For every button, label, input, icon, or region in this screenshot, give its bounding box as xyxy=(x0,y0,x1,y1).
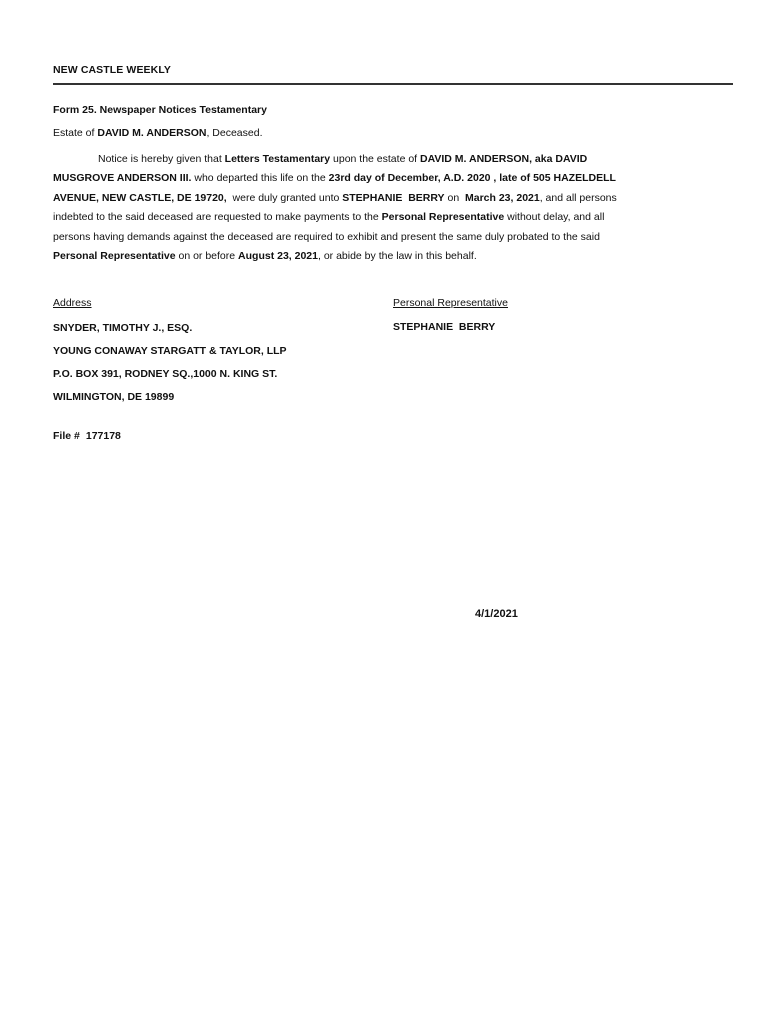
address-label: Address xyxy=(53,297,92,309)
notice-text-8: on or before xyxy=(175,250,239,263)
notice-bold-8: August 23, 2021 xyxy=(238,250,318,263)
publication-date: 4/1/2021 xyxy=(475,608,518,620)
file-line xyxy=(53,430,121,442)
estate-suffix: , Deceased. xyxy=(206,127,263,139)
notice-text-5: on xyxy=(444,191,465,204)
notice-bold-3: 23rd day of December, A.D. 2020 , late of 505 HAZELDELL AVENUE, NEW CASTLE, DE 19720, xyxy=(53,172,616,204)
header-rule xyxy=(53,83,733,85)
notice-text-9: , or abide by the law in this behalf. xyxy=(317,250,477,263)
notice-bold-7: Personal Representative xyxy=(53,250,176,263)
notice-bold-1: Letters Testamentary xyxy=(224,153,331,165)
notice-text-1: Notice is hereby given that xyxy=(98,153,225,165)
notice-paragraph xyxy=(53,150,619,266)
estate-line xyxy=(53,127,263,139)
file-number: 177178 xyxy=(85,430,121,442)
notice-text-2: upon the estate of xyxy=(330,153,420,165)
estate-prefix: Estate of xyxy=(53,127,98,139)
notice-text-3: who departed this life on the xyxy=(191,172,329,185)
notice-bold-6: Personal Representative xyxy=(381,211,505,224)
notice-text-4: were duly granted unto xyxy=(226,191,343,204)
notice-bold-2: DAVID M. ANDERSON, aka DAVID MUSGROVE ANDERSON III. xyxy=(53,153,588,185)
notice-text-6: , and all persons indebted to the said deceased are requested to make payments to the xyxy=(53,191,617,224)
masthead: NEW CASTLE WEEKLY xyxy=(53,64,171,76)
address-line-city: WILMINGTON, DE 19899 xyxy=(53,391,175,403)
address-line-street: P.O. BOX 391, RODNEY SQ.,1000 N. KING ST. xyxy=(53,368,278,380)
estate-name: DAVID M. ANDERSON xyxy=(97,127,207,139)
notice-text-7: without delay, and all persons having demands against the deceased are required to exhibit and present the same duly probated to the said xyxy=(53,211,605,243)
address-line-attorney: SNYDER, TIMOTHY J., ESQ. xyxy=(53,322,193,334)
representative-label: Personal Representative xyxy=(393,297,508,309)
address-line-firm: YOUNG CONAWAY STARGATT & TAYLOR, LLP xyxy=(53,345,287,357)
file-label: File # xyxy=(53,430,80,442)
address-lines xyxy=(53,321,287,413)
form-title: Form 25. Newspaper Notices Testamentary xyxy=(53,104,267,116)
notice-bold-4: STEPHANIE BERRY xyxy=(342,191,445,204)
representative-name: STEPHANIE BERRY xyxy=(393,321,496,333)
notice-bold-5: March 23, 2021 xyxy=(465,191,540,204)
